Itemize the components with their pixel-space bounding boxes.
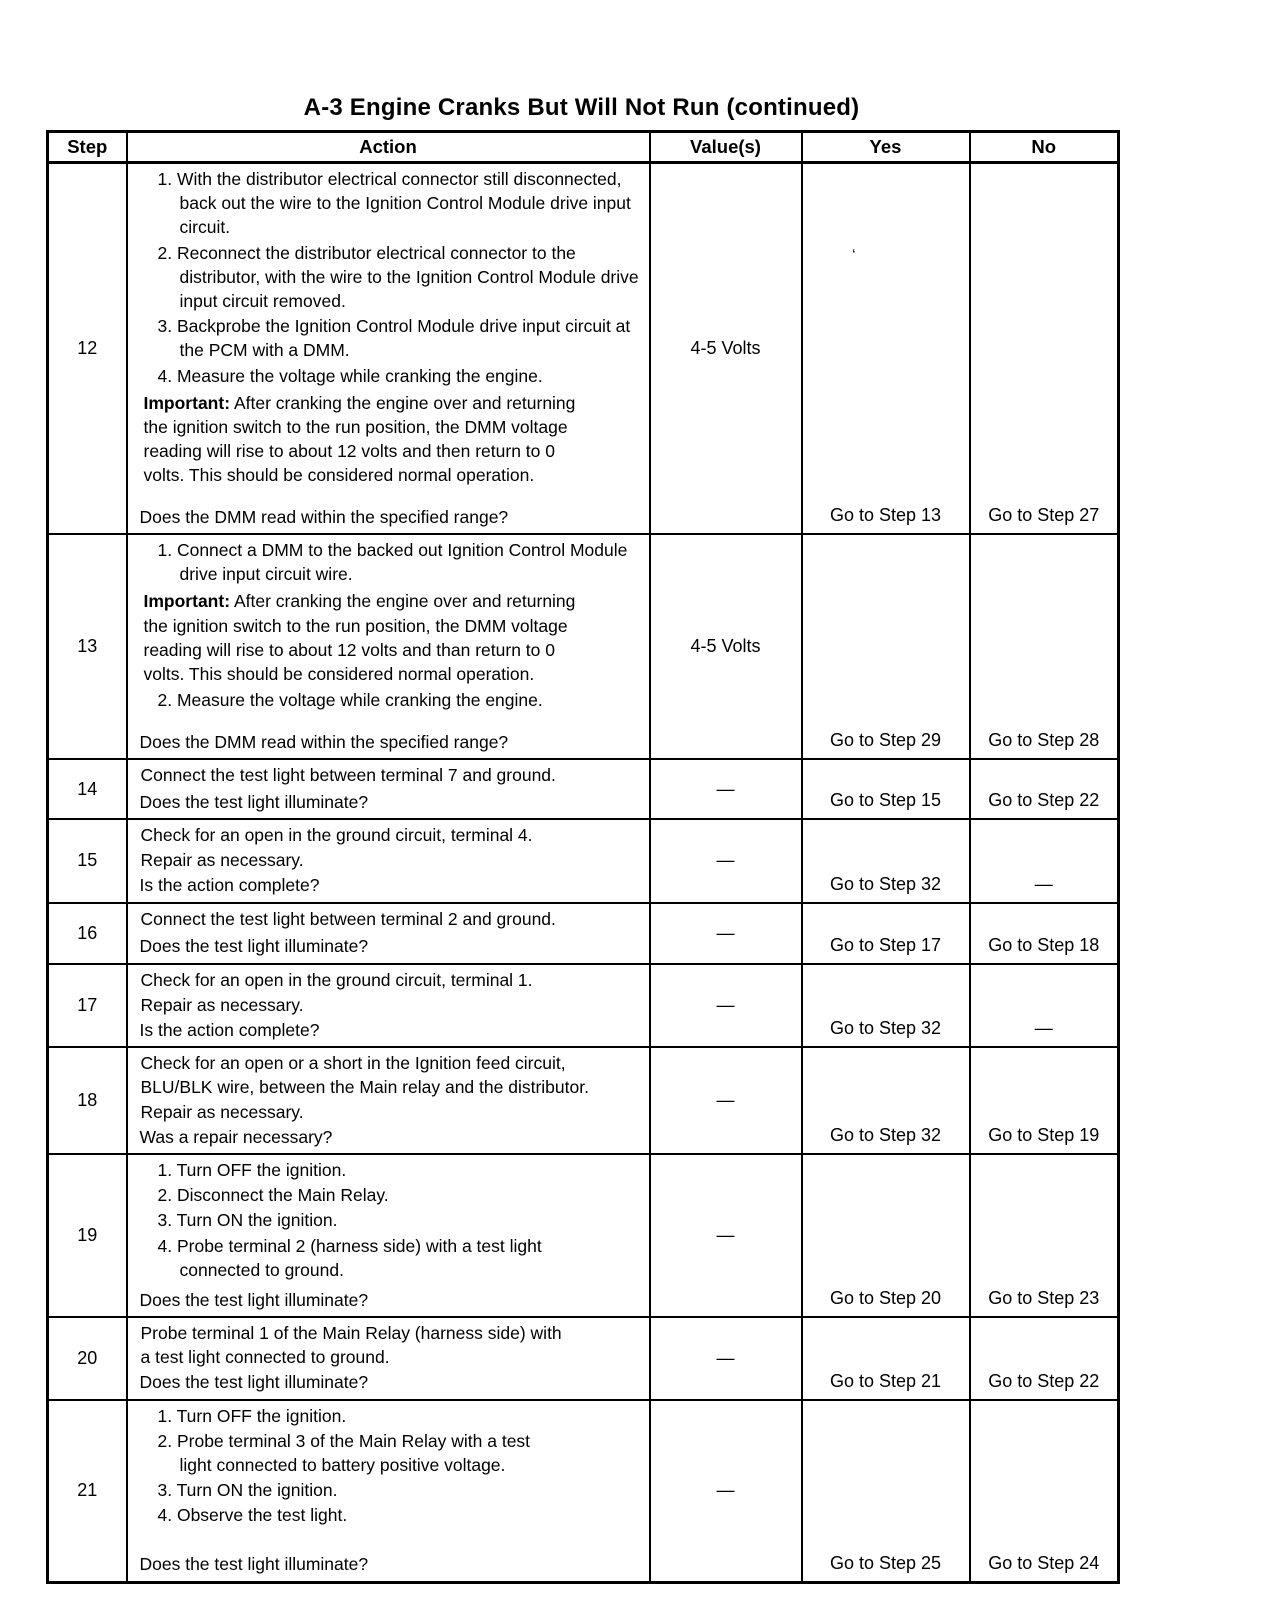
- action-step-item: 1. Turn OFF the ignition.: [157, 1160, 347, 1181]
- table-row-step-18: [48, 1047, 1119, 1154]
- value-cell: —: [650, 759, 802, 819]
- table-row-step-17: [48, 964, 1119, 1048]
- step-number: 16: [48, 903, 127, 964]
- action-question: Does the DMM read within the specified range?: [139, 506, 509, 527]
- step-number: 18: [48, 1047, 127, 1154]
- value-cell: —: [650, 1154, 802, 1317]
- action-text: Repair as necessary.: [140, 850, 304, 871]
- action-question: Does the test light illuminate?: [139, 791, 369, 812]
- action-cell: [127, 163, 650, 535]
- table-row-step-13: [48, 534, 1119, 759]
- table-row-step-16: [48, 903, 1119, 964]
- step-number: 20: [48, 1317, 127, 1400]
- value-cell: —: [650, 903, 802, 964]
- value-cell: —: [650, 1047, 802, 1154]
- yes-cell: Go to Step 20: [802, 1154, 970, 1317]
- no-cell: —: [970, 819, 1119, 903]
- diagnostic-table: [46, 130, 1120, 1584]
- action-step-item: 2. Measure the voltage while cranking the engine.: [157, 690, 543, 711]
- table-row-step-15: [48, 819, 1119, 903]
- action-question: Does the test light illuminate?: [139, 936, 369, 957]
- table-row-step-21: [48, 1400, 1119, 1583]
- action-cell: [127, 819, 650, 903]
- yes-cell: Go to Step 25: [802, 1400, 970, 1583]
- no-cell: —: [970, 964, 1119, 1048]
- no-cell: Go to Step 28: [970, 534, 1119, 759]
- action-question: Is the action complete?: [139, 875, 320, 896]
- action-text: Check for an open in the ground circuit, terminal 4.: [140, 825, 533, 845]
- step-number: 14: [48, 759, 127, 819]
- yes-cell: Go to Step 13: [802, 163, 970, 535]
- no-cell: Go to Step 18: [970, 903, 1119, 964]
- column-header-action: Action: [127, 132, 650, 163]
- action-cell: [127, 1047, 650, 1154]
- action-step-item: 4. Probe terminal 2 (harness side) with a test light connected to ground.: [157, 1235, 542, 1280]
- step-number: 19: [48, 1154, 127, 1317]
- action-question: Does the DMM read within the specified range?: [139, 731, 509, 752]
- no-cell: Go to Step 19: [970, 1047, 1119, 1154]
- no-cell: Go to Step 24: [970, 1400, 1119, 1583]
- action-step-item: 4. Observe the test light.: [157, 1505, 348, 1526]
- action-step-item: 3. Turn ON the ignition.: [157, 1480, 338, 1501]
- action-cell: [127, 903, 650, 964]
- no-cell: Go to Step 22: [970, 759, 1119, 819]
- important-text: After cranking the engine over and returning the ignition switch to the run position, the DMM voltage reading will rise to about 12 volts and then return to 0 volts. This should be considered normal operation.: [143, 392, 576, 486]
- yes-cell: Go to Step 17: [802, 903, 970, 964]
- page-title: A-3 Engine Cranks But Will Not Run (continued): [303, 94, 860, 121]
- no-cell: Go to Step 27: [970, 163, 1119, 535]
- action-step-item: 2. Probe terminal 3 of the Main Relay with a test light connected to battery positive voltage.: [157, 1430, 531, 1476]
- action-cell: [127, 534, 650, 759]
- action-text: Probe terminal 1 of the Main Relay (harness side) with a test light connected to ground.: [140, 1323, 562, 1368]
- step-number: 21: [48, 1400, 127, 1583]
- important-label: Important:: [143, 392, 231, 413]
- yes-cell: Go to Step 32: [802, 964, 970, 1048]
- action-question: Is the action complete?: [139, 1020, 320, 1041]
- action-step-item: 3. Backprobe the Ignition Control Module drive input circuit at the PCM with a DMM.: [157, 316, 631, 361]
- action-cell: [127, 1154, 650, 1317]
- yes-cell: Go to Step 29: [802, 534, 970, 759]
- table-row-step-20: [48, 1317, 1119, 1400]
- value-cell: —: [650, 1317, 802, 1400]
- step-number: 15: [48, 819, 127, 903]
- action-step-item: 2. Disconnect the Main Relay.: [157, 1185, 389, 1206]
- scan-artifact-mark: ‘: [852, 247, 856, 264]
- action-text: Connect the test light between terminal 7 and ground.: [140, 765, 556, 785]
- table-row-step-12: [48, 163, 1119, 535]
- column-header-no: No: [970, 132, 1119, 163]
- step-number: 13: [48, 534, 127, 759]
- action-step-item: 1. Connect a DMM to the backed out Ignition Control Module drive input circuit wire.: [157, 540, 628, 585]
- value-cell: —: [650, 819, 802, 903]
- header-row: [48, 132, 1119, 163]
- action-step-item: 1. With the distributor electrical connector still disconnected, back out the wire to the Ignition Control Module drive input circuit.: [157, 169, 631, 238]
- no-cell: Go to Step 23: [970, 1154, 1119, 1317]
- action-text: Connect the test light between terminal 2 and ground.: [140, 908, 556, 929]
- action-cell: [127, 759, 650, 819]
- yes-cell: Go to Step 21: [802, 1317, 970, 1400]
- action-step-item: 4. Measure the voltage while cranking the engine.: [157, 365, 543, 386]
- important-text: After cranking the engine over and returning the ignition switch to the run position, the DMM voltage reading will rise to about 12 volts and than return to 0 volts. This should be considered normal operation.: [143, 591, 576, 685]
- table-row-step-14: [48, 759, 1119, 819]
- action-question: Does the test light illuminate?: [139, 1289, 369, 1310]
- action-step-item: 1. Turn OFF the ignition.: [157, 1405, 347, 1426]
- action-text: Check for an open or a short in the Ignition feed circuit, BLU/BLK wire, between the Main relay and the distributor. Repair as necessary.: [140, 1053, 589, 1122]
- column-header-yes: Yes: [802, 132, 970, 163]
- action-cell: [127, 1317, 650, 1400]
- yes-cell: Go to Step 15: [802, 759, 970, 819]
- step-number: 12: [48, 163, 127, 535]
- column-header-step: Step: [48, 132, 127, 163]
- action-text: Check for an open in the ground circuit, terminal 1.: [140, 969, 533, 990]
- action-cell: [127, 1400, 650, 1583]
- important-label: Important:: [143, 591, 231, 612]
- action-cell: [127, 964, 650, 1048]
- value-cell: —: [650, 1400, 802, 1583]
- step-number: 17: [48, 964, 127, 1048]
- column-header-values: Value(s): [650, 132, 802, 163]
- yes-cell: Go to Step 32: [802, 1047, 970, 1154]
- yes-cell: Go to Step 32: [802, 819, 970, 903]
- important-note: [144, 391, 592, 488]
- important-note: [144, 589, 592, 686]
- action-step-item: 3. Turn ON the ignition.: [157, 1210, 338, 1231]
- action-question: Does the test light illuminate?: [139, 1372, 369, 1393]
- action-question: Does the test light illuminate?: [139, 1554, 369, 1575]
- action-text: Repair as necessary.: [140, 994, 304, 1015]
- value-cell: 4-5 Volts: [650, 163, 802, 535]
- no-cell: Go to Step 22: [970, 1317, 1119, 1400]
- value-cell: —: [650, 964, 802, 1048]
- action-step-item: 2. Reconnect the distributor electrical connector to the distributor, with the wire to the Ignition Control Module drive input circuit removed.: [157, 242, 639, 312]
- value-cell: 4-5 Volts: [650, 534, 802, 759]
- table-row-step-19: [48, 1154, 1119, 1317]
- action-question: Was a repair necessary?: [139, 1126, 333, 1147]
